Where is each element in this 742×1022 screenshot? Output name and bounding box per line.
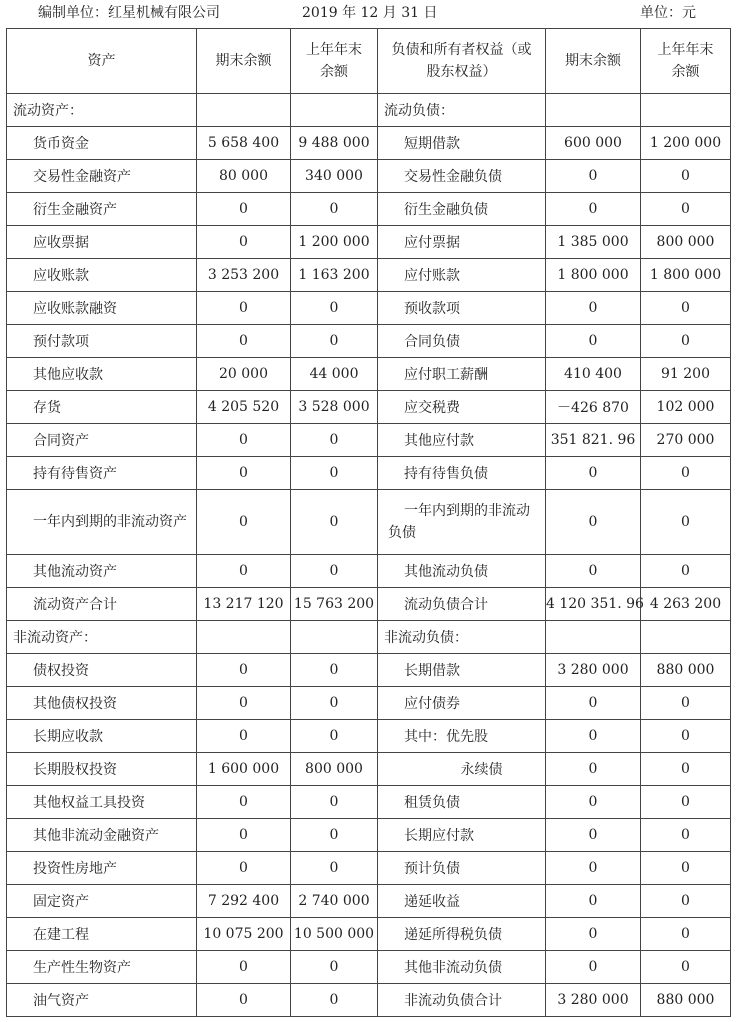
asset-prev-value: 0 <box>291 555 378 588</box>
liab-prev-value: 0 <box>641 160 731 193</box>
asset-prev-value: 800 000 <box>291 753 378 786</box>
liab-end-value: 0 <box>546 325 641 358</box>
table-row <box>7 325 731 358</box>
liab-prev-value: 0 <box>641 819 731 852</box>
liab-label: 应交税费 <box>378 391 546 424</box>
liab-prev-value: 4 263 200 <box>641 588 731 621</box>
liab-prev-value: 880 000 <box>641 654 731 687</box>
asset-label: 交易性金融资产 <box>7 160 197 193</box>
liab-prev-value: 0 <box>641 292 731 325</box>
asset-label: 长期股权投资 <box>7 753 197 786</box>
liab-end-value: －426 870 <box>546 391 641 424</box>
table-row <box>7 852 731 885</box>
liab-label: 衍生金融负债 <box>378 193 546 226</box>
asset-label: 长期应收款 <box>7 720 197 753</box>
asset-label: 持有待售资产 <box>7 457 197 490</box>
table-row <box>7 555 731 588</box>
liab-label: 流动负债： <box>378 94 546 127</box>
liab-prev-value: 0 <box>641 490 731 555</box>
table-row <box>7 984 731 1017</box>
liab-end-value: 3 280 000 <box>546 654 641 687</box>
asset-end-value: 20 000 <box>197 358 291 391</box>
table-row <box>7 424 731 457</box>
table-row <box>7 720 731 753</box>
asset-end-value: 0 <box>197 687 291 720</box>
liab-label: 流动负债合计 <box>378 588 546 621</box>
table-row <box>7 457 731 490</box>
asset-label: 一年内到期的非流动资产 <box>7 490 197 555</box>
liab-prev-value: 0 <box>641 720 731 753</box>
liab-end-value: 0 <box>546 951 641 984</box>
table-row <box>7 918 731 951</box>
liab-prev-value: 0 <box>641 457 731 490</box>
liab-prev-value: 91 200 <box>641 358 731 391</box>
liab-prev-value: 0 <box>641 885 731 918</box>
liab-label: 应付债券 <box>378 687 546 720</box>
asset-prev-value: 2 740 000 <box>291 885 378 918</box>
liab-label: 短期借款 <box>378 127 546 160</box>
liab-end-value: 1 385 000 <box>546 226 641 259</box>
liab-prev-value: 0 <box>641 193 731 226</box>
asset-prev-value: 0 <box>291 325 378 358</box>
asset-end-value: 0 <box>197 819 291 852</box>
asset-label: 债权投资 <box>7 654 197 687</box>
liab-end-value: 0 <box>546 193 641 226</box>
asset-prev-value: 1 163 200 <box>291 259 378 292</box>
liab-label: 持有待售负债 <box>378 457 546 490</box>
report-header <box>0 0 742 30</box>
table-row <box>7 259 731 292</box>
liab-label: 递延所得税负债 <box>378 918 546 951</box>
liab-end-value: 1 800 000 <box>546 259 641 292</box>
asset-prev-value: 0 <box>291 490 378 555</box>
liab-end-value: 0 <box>546 918 641 951</box>
asset-label: 在建工程 <box>7 918 197 951</box>
liab-end-value: 0 <box>546 457 641 490</box>
col-liab-label: 负债和所有者权益（或股东权益） <box>391 42 532 80</box>
liab-end-value: 0 <box>546 490 641 555</box>
asset-label: 存货 <box>7 391 197 424</box>
asset-end-value: 0 <box>197 226 291 259</box>
asset-prev-value <box>291 94 378 127</box>
col-liab-prev <box>641 29 731 94</box>
table-row <box>7 951 731 984</box>
liab-prev-value: 880 000 <box>641 984 731 1017</box>
liab-prev-value <box>641 621 731 654</box>
asset-label: 应收账款 <box>7 259 197 292</box>
asset-end-value: 0 <box>197 555 291 588</box>
table-row <box>7 391 731 424</box>
liab-end-value: 0 <box>546 852 641 885</box>
asset-prev-value: 0 <box>291 687 378 720</box>
asset-prev-value <box>291 621 378 654</box>
liab-label: 其中：优先股 <box>378 720 546 753</box>
asset-end-value: 13 217 120 <box>197 588 291 621</box>
liab-label: 交易性金融负债 <box>378 160 546 193</box>
asset-end-value: 0 <box>197 951 291 984</box>
liab-label: 应付职工薪酬 <box>378 358 546 391</box>
col-asset-prev-label: 上年年末余额 <box>306 42 362 80</box>
liab-end-value: 0 <box>546 753 641 786</box>
table-row <box>7 193 731 226</box>
table-row <box>7 358 731 391</box>
liab-end-value: 0 <box>546 292 641 325</box>
asset-label: 其他非流动金融资产 <box>7 819 197 852</box>
asset-end-value: 4 205 520 <box>197 391 291 424</box>
asset-end-value: 0 <box>197 786 291 819</box>
liab-end-value: 4 120 351. 96 <box>546 588 641 621</box>
liab-end-value: 410 400 <box>546 358 641 391</box>
asset-end-value: 0 <box>197 720 291 753</box>
asset-prev-value: 1 200 000 <box>291 226 378 259</box>
col-liab-prev-label: 上年年末余额 <box>657 42 714 80</box>
asset-label: 投资性房地产 <box>7 852 197 885</box>
liab-label: 一年内到期的非流动负债 <box>378 490 546 555</box>
liab-prev-value: 1 800 000 <box>641 259 731 292</box>
liab-prev-value: 0 <box>641 786 731 819</box>
asset-end-value: 0 <box>197 193 291 226</box>
asset-end-value: 7 292 400 <box>197 885 291 918</box>
asset-prev-value: 0 <box>291 984 378 1017</box>
asset-end-value <box>197 94 291 127</box>
asset-prev-value: 44 000 <box>291 358 378 391</box>
liab-end-value <box>546 94 641 127</box>
table-row <box>7 786 731 819</box>
report-date: 2019 年 12 月 31 日 <box>302 5 438 21</box>
asset-end-value: 0 <box>197 852 291 885</box>
asset-prev-value: 0 <box>291 852 378 885</box>
liab-end-value: 0 <box>546 687 641 720</box>
asset-prev-value: 340 000 <box>291 160 378 193</box>
asset-prev-value: 0 <box>291 951 378 984</box>
asset-prev-value: 0 <box>291 819 378 852</box>
asset-end-value: 80 000 <box>197 160 291 193</box>
table-row <box>7 819 731 852</box>
currency-unit: 单位：元 <box>640 5 696 21</box>
liab-end-value: 0 <box>546 819 641 852</box>
liab-label: 非流动负债合计 <box>378 984 546 1017</box>
asset-prev-value: 0 <box>291 193 378 226</box>
table-row <box>7 687 731 720</box>
liab-label: 长期应付款 <box>378 819 546 852</box>
liab-prev-value: 0 <box>641 325 731 358</box>
table-row <box>7 160 731 193</box>
liab-end-value: 0 <box>546 555 641 588</box>
table-row <box>7 94 731 127</box>
balance-sheet-table <box>6 28 731 1017</box>
liab-prev-value: 0 <box>641 852 731 885</box>
col-liab-end: 期末余额 <box>546 29 641 94</box>
liab-end-value <box>546 621 641 654</box>
liab-label: 预计负债 <box>378 852 546 885</box>
asset-end-value <box>197 621 291 654</box>
liab-prev-value: 1 200 000 <box>641 127 731 160</box>
liab-label: 非流动负债： <box>378 621 546 654</box>
asset-label: 其他应收款 <box>7 358 197 391</box>
asset-end-value: 0 <box>197 457 291 490</box>
liab-label: 租赁负债 <box>378 786 546 819</box>
liab-label: 长期借款 <box>378 654 546 687</box>
liab-prev-value: 102 000 <box>641 391 731 424</box>
table-row <box>7 654 731 687</box>
asset-label: 其他债权投资 <box>7 687 197 720</box>
liab-label: 应付票据 <box>378 226 546 259</box>
asset-prev-value: 0 <box>291 786 378 819</box>
col-asset-prev <box>291 29 378 94</box>
table-row <box>7 621 731 654</box>
table-header-row <box>7 29 731 94</box>
asset-end-value: 0 <box>197 984 291 1017</box>
liab-end-value: 0 <box>546 786 641 819</box>
table-row <box>7 292 731 325</box>
asset-prev-value: 15 763 200 <box>291 588 378 621</box>
asset-end-value: 3 253 200 <box>197 259 291 292</box>
table-row <box>7 127 731 160</box>
liab-label: 预收款项 <box>378 292 546 325</box>
asset-end-value: 1 600 000 <box>197 753 291 786</box>
asset-prev-value: 0 <box>291 720 378 753</box>
liab-prev-value: 0 <box>641 753 731 786</box>
asset-prev-value: 0 <box>291 424 378 457</box>
asset-prev-value: 3 528 000 <box>291 391 378 424</box>
asset-label: 应收票据 <box>7 226 197 259</box>
asset-label: 流动资产： <box>7 94 197 127</box>
asset-label: 油气资产 <box>7 984 197 1017</box>
liab-label: 永续债 <box>378 753 546 786</box>
liab-prev-value: 0 <box>641 918 731 951</box>
asset-label: 其他权益工具投资 <box>7 786 197 819</box>
asset-prev-value: 9 488 000 <box>291 127 378 160</box>
table-row <box>7 490 731 555</box>
col-asset-end: 期末余额 <box>197 29 291 94</box>
liab-label: 其他流动负债 <box>378 555 546 588</box>
asset-end-value: 0 <box>197 424 291 457</box>
liab-label: 应付账款 <box>378 259 546 292</box>
asset-end-value: 10 075 200 <box>197 918 291 951</box>
asset-prev-value: 0 <box>291 654 378 687</box>
liab-prev-value: 0 <box>641 555 731 588</box>
asset-label: 衍生金融资产 <box>7 193 197 226</box>
asset-label: 生产性生物资产 <box>7 951 197 984</box>
table-row <box>7 588 731 621</box>
table-row <box>7 885 731 918</box>
liab-prev-value: 0 <box>641 687 731 720</box>
liab-prev-value: 800 000 <box>641 226 731 259</box>
asset-label: 固定资产 <box>7 885 197 918</box>
asset-end-value: 0 <box>197 292 291 325</box>
liab-end-value: 3 280 000 <box>546 984 641 1017</box>
liab-end-value: 351 821. 96 <box>546 424 641 457</box>
liab-end-value: 600 000 <box>546 127 641 160</box>
asset-prev-value: 0 <box>291 292 378 325</box>
asset-label: 预付款项 <box>7 325 197 358</box>
liab-prev-value <box>641 94 731 127</box>
liab-label: 其他应付款 <box>378 424 546 457</box>
asset-label: 非流动资产： <box>7 621 197 654</box>
asset-end-value: 0 <box>197 490 291 555</box>
liab-prev-value: 0 <box>641 951 731 984</box>
asset-prev-value: 0 <box>291 457 378 490</box>
asset-end-value: 0 <box>197 654 291 687</box>
col-liab <box>378 29 546 94</box>
asset-end-value: 5 658 400 <box>197 127 291 160</box>
asset-prev-value: 10 500 000 <box>291 918 378 951</box>
liab-prev-value: 270 000 <box>641 424 731 457</box>
asset-label: 应收账款融资 <box>7 292 197 325</box>
liab-label: 其他非流动负债 <box>378 951 546 984</box>
liab-end-value: 0 <box>546 720 641 753</box>
asset-end-value: 0 <box>197 325 291 358</box>
asset-label: 其他流动资产 <box>7 555 197 588</box>
asset-label: 货币资金 <box>7 127 197 160</box>
liab-label: 递延收益 <box>378 885 546 918</box>
asset-label: 流动资产合计 <box>7 588 197 621</box>
table-row <box>7 226 731 259</box>
liab-label: 合同负债 <box>378 325 546 358</box>
liab-end-value: 0 <box>546 885 641 918</box>
reporting-entity: 编制单位：红星机械有限公司 <box>38 5 220 21</box>
col-asset: 资产 <box>7 29 197 94</box>
liab-end-value: 0 <box>546 160 641 193</box>
table-row <box>7 753 731 786</box>
asset-label: 合同资产 <box>7 424 197 457</box>
